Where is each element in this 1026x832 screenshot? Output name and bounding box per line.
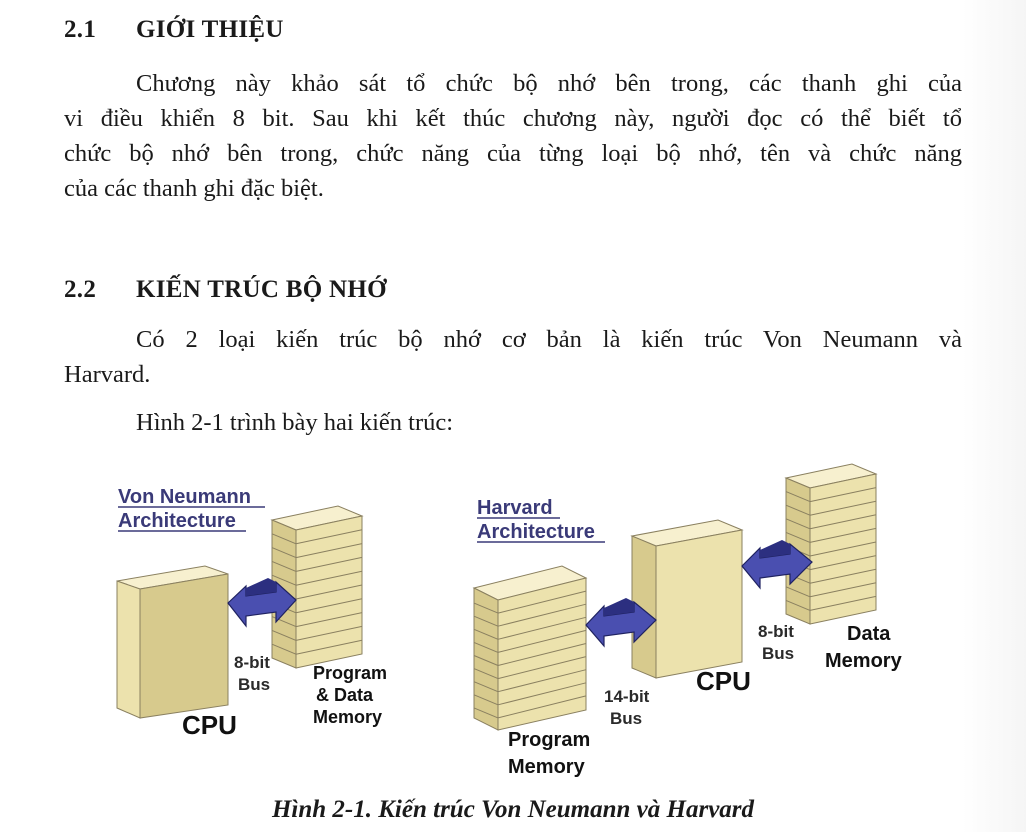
hv-data-memory-line1: Data [847, 623, 891, 645]
hv-cpu-label: CPU [696, 666, 751, 696]
hv-program-bus-line2: Bus [610, 709, 643, 728]
vn-memory-line2: & Data [316, 685, 374, 705]
vn-bus-line1: 8-bit [234, 653, 270, 672]
paragraph-line: Chương này khảo sát tổ chức bộ nhớ bên trong, các thanh ghi của [136, 70, 962, 97]
hv-data-bus-line2: Bus [762, 644, 795, 663]
section-number: 2.1 [64, 16, 97, 43]
paragraph-line: Có 2 loại kiến trúc bộ nhớ cơ bản là kiến trúc Von Neumann và [136, 326, 962, 353]
paragraph-line: vi điều khiển 8 bit. Sau khi kết thúc chương này, người đọc có thể biết tổ [64, 105, 962, 132]
von-neumann-diagram [117, 486, 387, 740]
hv-program-memory-line1: Program [508, 729, 591, 751]
paragraph-line: chức bộ nhớ bên trong, chức năng của từng loại bộ nhớ, tên và chức năng [64, 140, 962, 167]
harvard-data-memory-block [786, 464, 876, 624]
hv-program-memory-line2: Memory [508, 756, 585, 778]
vn-title-line1: Von Neumann [118, 486, 251, 508]
hv-title-line2: Architecture [477, 521, 595, 543]
von-neumann-memory-block [272, 506, 362, 668]
harvard-cpu-block [632, 520, 742, 678]
von-neumann-cpu-block [117, 566, 228, 718]
paragraph-line: của các thanh ghi đặc biệt. [64, 175, 324, 202]
harvard-program-memory-block [474, 566, 586, 730]
section-title: GIỚI THIỆU [136, 16, 284, 43]
hv-data-bus-line1: 8-bit [758, 622, 794, 641]
harvard-cpu-front [656, 530, 742, 678]
section-number: 2.2 [64, 276, 97, 303]
section-title: KIẾN TRÚC BỘ NHỚ [136, 276, 387, 303]
paragraph-line: Hình 2-1 trình bày hai kiến trúc: [136, 409, 454, 436]
cpu-block-side [140, 574, 228, 718]
harvard-diagram [474, 464, 903, 778]
vn-cpu-label: CPU [182, 710, 237, 740]
figure-caption: Hình 2-1. Kiến trúc Von Neumann và Harvard [271, 796, 755, 823]
paragraph-line: Harvard. [64, 361, 151, 388]
vn-title-line2: Architecture [118, 510, 236, 532]
hv-program-bus-line1: 14-bit [604, 687, 650, 706]
program-memory-left [474, 588, 498, 730]
vn-bus-line2: Bus [238, 675, 271, 694]
cpu-block-front [117, 581, 140, 718]
vn-memory-line3: Memory [313, 707, 383, 727]
hv-title-line1: Harvard [477, 497, 553, 519]
hv-data-memory-line2: Memory [825, 650, 902, 672]
vn-memory-line1: Program [313, 663, 388, 683]
